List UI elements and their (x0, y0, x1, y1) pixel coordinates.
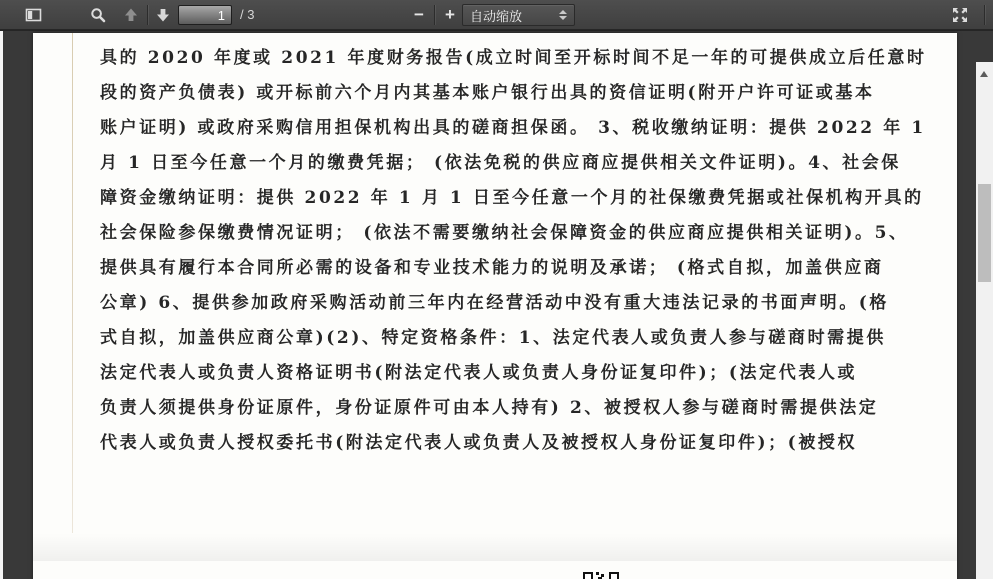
page-count-label: / 3 (240, 7, 255, 22)
viewer-container[interactable] (0, 31, 993, 579)
arrow-down-icon (155, 7, 171, 23)
text-line: 障资金缴纳证明：提供 2022 年 1 月 1 日至今任意一个月的社保缴费凭据或社保机构开具的 (100, 188, 924, 208)
chevron-up-down-icon (559, 10, 567, 20)
fullscreen-button[interactable] (946, 0, 974, 30)
text-line: 负责人须提供身份证原件，身份证原件可由本人持有) 2、被授权人参与磋商时需提供法定 (100, 398, 879, 418)
search-icon (90, 7, 106, 23)
vertical-scrollbar[interactable] (976, 62, 993, 579)
toolbar-separator (147, 5, 148, 25)
zoom-select[interactable] (462, 4, 575, 26)
text-line: 式自拟，加盖供应商公章)(2)、特定资格条件：1、法定代表人或负责人参与磋商时需提供 (100, 328, 886, 348)
text-line: 账户证明) 或政府采购信用担保机构出具的磋商担保函。 3、税收缴纳证明：提供 2022 年 1 (100, 118, 926, 138)
text-line: 具的 2020 年度或 2021 年度财务报告(成立时间至开标时间不足一年的可提供成立后任意时 (100, 48, 927, 68)
previous-page-button[interactable] (118, 0, 144, 30)
find-button[interactable] (85, 0, 111, 30)
pdf-page (33, 33, 957, 579)
page-number-input[interactable] (178, 5, 232, 25)
arrow-up-icon (123, 7, 139, 23)
next-page-button[interactable] (150, 0, 176, 30)
text-line: 月 1 日至今任意一个月的缴费凭据； (依法免税的供应商应提供相关文件证明)。4、社会保 (100, 153, 901, 173)
scrollbar-thumb[interactable] (978, 184, 991, 282)
scroll-up-arrow-icon[interactable] (980, 71, 988, 77)
document-text (100, 41, 927, 461)
plus-icon: + (445, 5, 455, 24)
zoom-in-button[interactable] (437, 0, 463, 30)
scan-artifact-line (72, 33, 73, 533)
text-line: 公章) 6、提供参加政府采购活动前三年内在经营活动中没有重大违法记录的书面声明。(格 (100, 293, 890, 313)
text-line: 社会保险参保缴费情况证明； (依法不需要缴纳社会保障资金的供应商应提供相关证明)。5、 (100, 223, 909, 243)
scan-edge-shading (33, 533, 957, 561)
text-line: 段的资产负债表) 或开标前六个月内其基本账户银行出具的资信证明(附开户许可证或基本 (100, 83, 875, 103)
zoom-select-value: 自动缩放 (470, 8, 523, 24)
text-line: 法定代表人或负责人资格证明书(附法定代表人或负责人身份证复印件)；(法定代表人或 (100, 363, 858, 383)
minus-icon: − (414, 5, 424, 24)
toolbar-separator (434, 5, 435, 25)
sidebar-toggle-icon (25, 7, 42, 23)
sidebar-toggle-button[interactable] (20, 0, 46, 30)
zoom-out-button[interactable] (406, 0, 432, 30)
toolbar-separator (984, 5, 985, 25)
text-line: 代表人或负责人授权委托书(附法定代表人或负责人及被授权人身份证复印件)；(被授权 (100, 433, 858, 453)
text-line: 提供具有履行本合同所必需的设备和专业技术能力的说明及承诺； (格式自拟，加盖供应商 (100, 258, 884, 278)
window-edge (0, 31, 3, 579)
toolbar (0, 0, 993, 30)
expand-arrows-icon (952, 7, 968, 23)
qr-code-partial (583, 572, 619, 579)
